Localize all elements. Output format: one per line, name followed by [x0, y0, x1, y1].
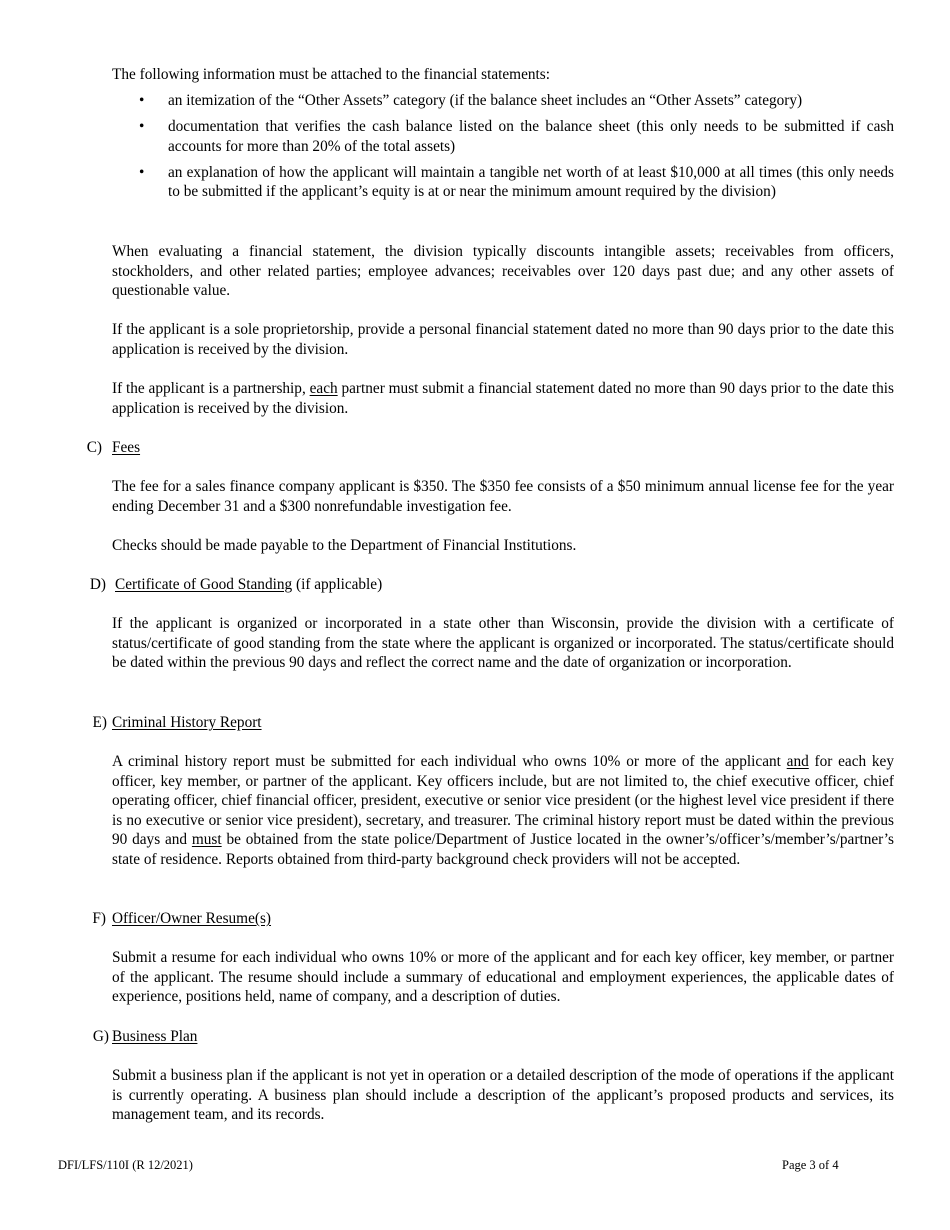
emphasis-must: must	[191, 831, 222, 849]
bullet-text: documentation that verifies the cash balance listed on the balance sheet (this only needs to be submitted if cash accounts for more than 20% of the total assets)	[168, 118, 894, 155]
section-title: Officer/Owner Resume(s)	[112, 910, 272, 927]
list-item	[112, 91, 894, 111]
emphasis-and: and	[786, 753, 809, 770]
section-title: Fees	[112, 439, 141, 456]
form-id-footer: DFI/LFS/110I (R 12/2021)	[58, 1158, 193, 1172]
page-number-footer: Page 3 of 4	[782, 1158, 839, 1172]
section-title: Criminal History Report	[112, 714, 262, 731]
section-letter: G)	[92, 1028, 109, 1045]
checks-paragraph: Checks should be made payable to the Department of Financial Institutions.	[112, 537, 577, 554]
list-item	[112, 117, 894, 156]
criminal-history-paragraph: A criminal history report must be submitted for each individual who owns 10% or more of the applicant and for each key officer, key member, or partner of the applicant. Key officers include, but are not limited to, the chief executive officer, chief operating officer, chief financial officer, president, executive or senior vice president (or the highest level vice president if there is no executive or senior vice president), secretary, and treasurer. The criminal history report must be dated within the previous 90 days and must be obtained from the state police/Department of Justice located in the owner’s/officer’s/member’s/partner’s state of residence. Reports obtained from third-party background check providers will not be accepted.	[112, 753, 894, 868]
resume-paragraph: Submit a resume for each individual who owns 10% or more of the applicant and for each key officer, key member, or partner of the applicant. The resume should include a summary of educational and employment experiences, the applicable dates of experience, positions held, name of company, and a description of duties.	[112, 949, 894, 1006]
section-letter: F)	[92, 910, 106, 927]
business-plan-paragraph: Submit a business plan if the applicant is not yet in operation or a detailed description of the mode of operations if the applicant is currently operating. A business plan should include a description of the applicant’s proposed products and services, its management team, and its records.	[112, 1067, 894, 1124]
bullet-text: an explanation of how the applicant will maintain a tangible net worth of at least $10,000 at all times (this only needs to be submitted if the applicant’s equity is at or near the minimum amount required by the division)	[168, 163, 894, 201]
section-letter: E)	[92, 714, 107, 731]
section-letter: D)	[89, 576, 106, 593]
section-title: Business Plan	[112, 1028, 198, 1045]
partnership-paragraph: If the applicant is a partnership, each partner must submit a financial statement dated no more than 90 days prior to the date this application is received by the division.	[112, 380, 894, 417]
intro-text: The following information must be attached to the financial statements:	[112, 66, 550, 83]
bullet-icon: •	[139, 118, 145, 136]
emphasis-each: each	[309, 380, 338, 397]
attachment-bullet-list	[112, 91, 894, 208]
section-title-suffix: (if applicable)	[292, 576, 383, 593]
bullet-text: an itemization of the “Other Assets” category (if the balance sheet includes an “Other Assets” category)	[168, 92, 803, 109]
list-item	[112, 163, 894, 202]
good-standing-paragraph: If the applicant is organized or incorporated in a state other than Wisconsin, provide the division with a certificate of status/certificate of good standing from the state where the applicant is organized or incorporated. The status/certificate should be dated within the previous 90 days and reflect the correct name and the date of organization or incorporation.	[112, 615, 894, 672]
section-letter: C)	[86, 439, 102, 456]
section-title: Certificate of Good Standing	[115, 576, 293, 593]
fees-paragraph: The fee for a sales finance company applicant is $350. The $350 fee consists of a $50 minimum annual license fee for the year ending December 31 and a $300 nonrefundable investigation fee.	[112, 478, 894, 515]
bullet-icon: •	[139, 163, 145, 181]
bullet-icon: •	[139, 92, 145, 109]
sole-proprietorship-paragraph: If the applicant is a sole proprietorship, provide a personal financial statement dated no more than 90 days prior to the date this application is received by the division.	[112, 321, 894, 358]
evaluation-paragraph: When evaluating a financial statement, the division typically discounts intangible assets; receivables from officers, stockholders, and other related parties; employee advances; receivables over 120 days past due; and any other assets of questionable value.	[112, 243, 894, 300]
